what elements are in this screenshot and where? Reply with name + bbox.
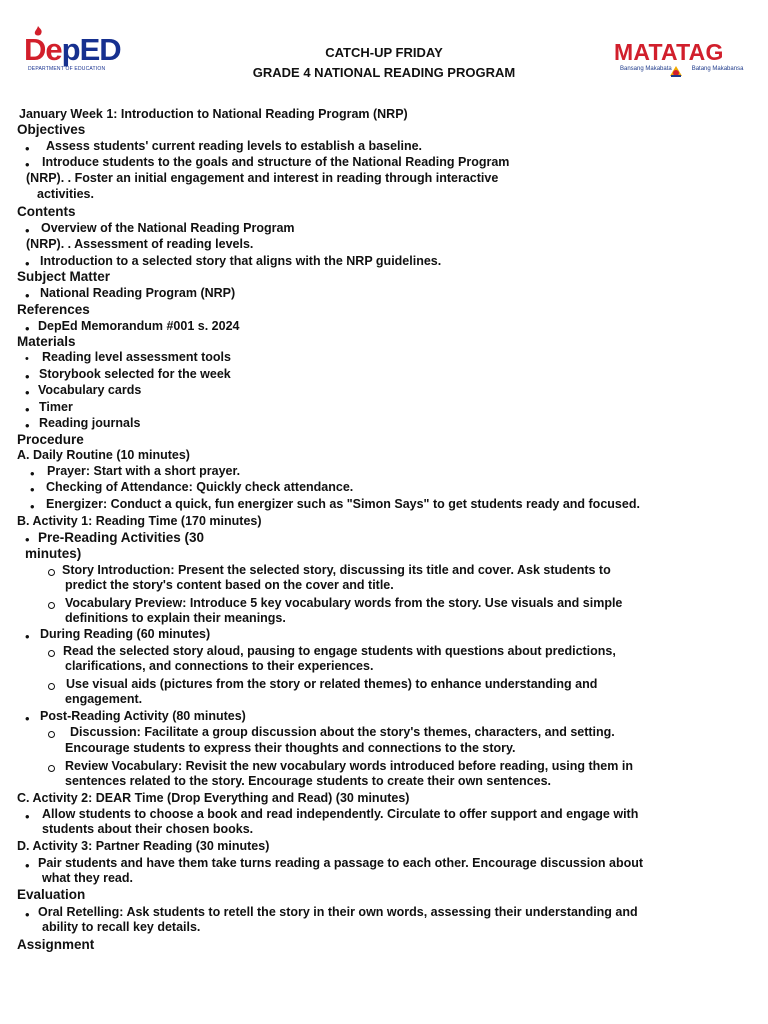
routine-3: Energizer: Conduct a quick, fun energizer such as "Simon Says" to get students ready and focused. [46,497,640,511]
bullet-icon: • [25,809,30,824]
bullet-icon: • [25,629,30,644]
heading-assignment: Assignment [17,937,95,952]
pre-reading-cont: minutes) [25,546,82,561]
review-vocab: Review Vocabulary: Revisit the new vocabulary words introduced before reading, using them in [65,759,633,773]
deped-wordmark: DepED [24,32,121,67]
read-aloud: Read the selected story aloud, pausing to engage students with questions about predictions, [63,644,616,658]
objective-2: Introduce students to the goals and structure of the National Reading Program [42,155,510,169]
heading-contents: Contents [17,204,76,219]
evaluation-1-cont: ability to recall key details. [42,920,201,934]
objective-3-cont: activities. [37,187,94,201]
bullet-icon: • [25,157,30,172]
bullet-icon: • [25,369,30,384]
document-title-line1: CATCH-UP FRIDAY [325,45,443,60]
objective-1: Assess students' current reading levels to establish a baseline. [46,139,423,153]
reference-1: DepEd Memorandum #001 s. 2024 [38,319,240,333]
evaluation-1: Oral Retelling: Ask students to retell the story in their own words, assessing their understanding and [38,905,638,919]
material-4: Timer [39,400,73,414]
bullet-icon: • [25,858,30,873]
bullet-icon: • [25,288,30,303]
read-aloud-cont: clarifications, and connections to their experiences. [65,659,374,673]
partner-1: Pair students and have them take turns reading a passage to each other. Encourage discussion about [38,856,644,870]
section-c: C. Activity 2: DEAR Time (Drop Everything and Read) (30 minutes) [17,791,410,805]
sub-bullet-icon [48,569,55,576]
heading-evaluation: Evaluation [17,887,86,902]
heading-objectives: Objectives [17,122,86,137]
review-vocab-cont: sentences related to the story. Encourage students to create their own sentences. [65,774,552,788]
sub-bullet-icon [48,683,55,690]
bullet-icon: • [25,385,30,400]
deped-subtitle: DEPARTMENT OF EDUCATION [28,66,106,72]
content-1-cont: (NRP). . Assessment of reading levels. [26,237,254,251]
dear-1: Allow students to choose a book and read independently. Circulate to offer support and engage with [42,807,639,821]
matatag-wordmark: MATATAG [614,39,724,65]
during-reading: During Reading (60 minutes) [40,627,211,641]
heading-references: References [17,302,90,317]
matatag-tagline: Bansang Makabata Batang Makabansa [620,66,744,72]
emblem-icon [668,64,684,78]
story-intro-cont: predict the story's content based on the cover and title. [65,578,394,592]
bullet-icon: • [25,223,30,238]
bullet-icon: • [25,711,30,726]
material-3: Vocabulary cards [38,383,142,397]
bullet-icon: • [25,418,30,433]
material-5: Reading journals [39,416,141,430]
post-reading: Post-Reading Activity (80 minutes) [40,709,246,723]
matatag-logo [614,28,749,83]
pre-reading: Pre-Reading Activities (30 [38,530,205,545]
document-title-line2: GRADE 4 NATIONAL READING PROGRAM [252,65,516,80]
bullet-icon: • [25,141,30,156]
material-2: Storybook selected for the week [39,367,231,381]
bullet-icon: • [30,482,35,497]
partner-1-cont: what they read. [42,871,133,885]
sub-bullet-icon [48,731,55,738]
bullet-icon: • [25,402,30,417]
heading-materials: Materials [17,334,76,349]
visual-aids: Use visual aids (pictures from the story or related themes) to enhance understanding and [66,677,598,691]
bullet-icon: • [25,256,30,271]
discussion: Discussion: Facilitate a group discussion about the story's themes, characters, and setting. [70,725,615,739]
content-3: Introduction to a selected story that aligns with the NRP guidelines. [40,254,442,268]
heading-procedure: Procedure [17,432,84,447]
vocab-preview-cont: definitions to explain their meanings. [65,611,286,625]
material-1: Reading level assessment tools [42,350,231,364]
subject-1: National Reading Program (NRP) [40,286,236,300]
discussion-cont: Encourage students to express their thoughts and connections to the story. [65,741,516,755]
bullet-icon: • [30,499,35,514]
section-b: B. Activity 1: Reading Time (170 minutes) [17,514,262,528]
bullet-icon: • [30,466,35,481]
section-d: D. Activity 3: Partner Reading (30 minutes) [17,839,270,853]
bullet-icon: • [25,321,30,336]
dear-1-cont: students about their chosen books. [42,822,254,836]
content-1: Overview of the National Reading Program [41,221,295,235]
routine-2: Checking of Attendance: Quickly check attendance. [46,480,354,494]
routine-1: Prayer: Start with a short prayer. [47,464,241,478]
sub-bullet-icon [48,765,55,772]
bullet-icon: • [25,907,30,922]
sub-bullet-icon [48,650,55,657]
week-title: January Week 1: Introduction to National Reading Program (NRP) [19,107,408,121]
heading-subject-matter: Subject Matter [17,269,111,284]
bullet-icon: • [25,532,30,547]
bullet-icon: • [25,353,29,365]
section-a: A. Daily Routine (10 minutes) [17,448,190,462]
vocab-preview: Vocabulary Preview: Introduce 5 key vocabulary words from the story. Use visuals and simple [65,596,623,610]
visual-aids-cont: engagement. [65,692,143,706]
document-header [0,0,768,100]
story-intro: Story Introduction: Present the selected story, discussing its title and cover. Ask students to [62,563,611,577]
objective-2-cont: (NRP). . Foster an initial engagement and interest in reading through interactive [26,171,499,185]
sub-bullet-icon [48,602,55,609]
